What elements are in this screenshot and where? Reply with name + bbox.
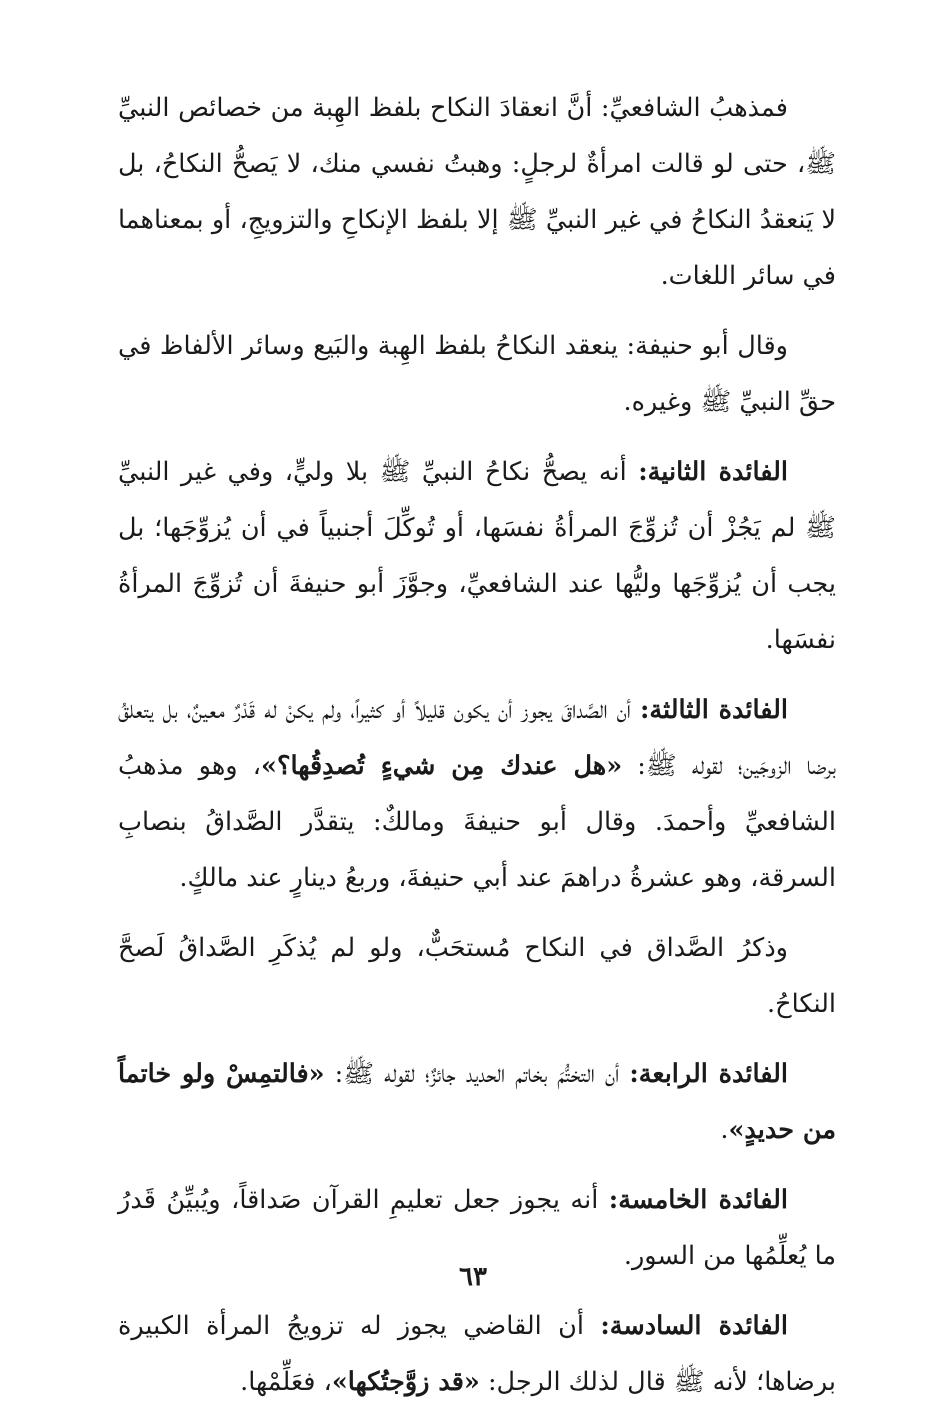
paragraph-text: أن القاضي يجوز له تزويجُ المرأة الكبيرة برضاها؛ لأنه ﷺ قال لذلك الرجل: bbox=[118, 1311, 836, 1397]
paragraph-benefit-2 bbox=[118, 444, 836, 668]
paragraph-text-after: ، وهو مذهبُ الشافعيِّ وأحمدَ. وقال أبو حنيفةَ ومالكٌ: يتقدَّر الصَّداقُ بنصابِ السرقة، وهو عشرةُ دراهمَ عند أبي حنيفةَ، وربعُ دينارٍ عند مالكٍ. bbox=[118, 751, 836, 893]
paragraph-text-after: . bbox=[720, 1115, 729, 1145]
page-body bbox=[118, 80, 836, 1424]
hadith-quote: «هل عندك مِن شيءٍ تُصدِقُها؟» bbox=[261, 751, 623, 781]
paragraph-text-after: ، فعَلِّمْها. bbox=[240, 1367, 332, 1397]
paragraph-text: وذكرُ الصَّداق في النكاح مُستحَبٌّ، ولو لم يُذكَرِ الصَّداقُ لَصحَّ النكاحُ. bbox=[118, 933, 836, 1019]
paragraph-mahr-mention bbox=[118, 920, 836, 1032]
hadith-quote: «قد زوَّجتُكها» bbox=[331, 1367, 480, 1397]
paragraph-text: أن الصَّداقَ يجوز أن يكون قليلاً أو كثيراً، ولم يكنْ له قَدْرٌ معينٌ، بل يتعلقُ برضا الزوجَين؛ لقوله ﷺ: bbox=[118, 695, 836, 781]
paragraph-shafii-view bbox=[118, 80, 836, 304]
paragraph-text: أنه يجوز جعل تعليمِ القرآن صَداقاً، ويُبيِّنُ قَدرُ ما يُعلِّمُها من السور. bbox=[118, 1185, 836, 1271]
benefit-label: الفائدة الثالثة: bbox=[639, 695, 788, 725]
paragraph-text: وقال أبو حنيفة: ينعقد النكاحُ بلفظ الهِبة والبَيع وسائر الألفاظ في حقِّ النبيِّ ﷺ وغيره. bbox=[118, 331, 836, 417]
paragraph-text: أنه يصحُّ نكاحُ النبيِّ ﷺ بلا وليٍّ، وفي غير النبيِّ ﷺ لم يَجُزْ أن تُزوِّجَ المرأةُ نفسَها، أو تُوكِّلَ أجنبياً في أن يُزوِّجَها؛ بل يجب أن يُزوِّجَها وليُّها عند الشافعيِّ، وجوَّزَ أبو حنيفةَ أن تُزوِّجَ المرأةُ نفسَها. bbox=[118, 457, 836, 655]
hadith-quote: «فالتمِسْ ولو خاتماً من حديدٍ» bbox=[118, 1059, 836, 1145]
paragraph-benefit-3 bbox=[118, 682, 836, 906]
benefit-label: الفائدة الثانية: bbox=[638, 457, 788, 487]
benefit-label: الفائدة السادسة: bbox=[600, 1311, 789, 1341]
benefit-label: الفائدة الرابعة: bbox=[629, 1059, 788, 1089]
paragraph-benefit-6 bbox=[118, 1298, 836, 1410]
page-number: ٦٣ bbox=[459, 1262, 487, 1292]
paragraph-text: فمذهبُ الشافعيِّ: أنَّ انعقادَ النكاح بلفظ الهِبة من خصائص النبيِّ ﷺ، حتى لو قالت امرأةٌ لرجلٍ: وهبتُ نفسي منك، لا يَصحُّ النكاحُ، بل لا يَنعقدُ النكاحُ في غير النبيِّ ﷺ إلا بلفظ الإنكاحِ والتزويجِ، أو بمعناهما في سائر اللغات. bbox=[118, 93, 836, 291]
paragraph-text: أن التختُّمَ بخاتم الحديد جائزٌ؛ لقوله ﷺ: bbox=[324, 1059, 620, 1089]
paragraph-benefit-4 bbox=[118, 1046, 836, 1158]
benefit-label: الفائدة الخامسة: bbox=[608, 1185, 788, 1215]
paragraph-abu-hanifa-view bbox=[118, 318, 836, 430]
